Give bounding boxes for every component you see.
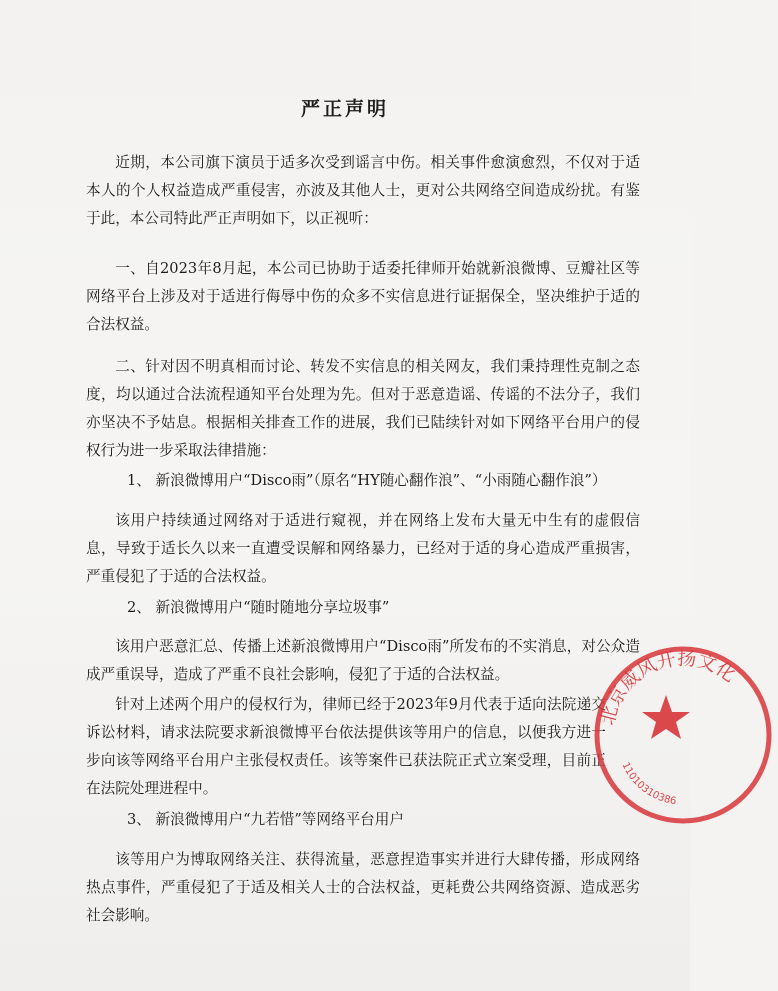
section-2-paragraph: 二、针对因不明真相而讨论、转发不实信息的相关网友，我们秉持理性克制之态度，均以通过合法流程通知平台处理为先。但对于恶意造谣、传谣的不法分子，我们亦坚决不予姑息。根据相关排查工作的进展，我们已陆续针对如下网络平台用户的侵权行为进一步采取法律措施：: [86, 358, 640, 459]
item-3-body: 该等用户为博取网络关注、获得流量，恶意捏造事实并进行大肆传播，形成网络热点事件，严重侵犯了于适及相关人士的合法权益，更耗费公共网络资源、造成恶劣社会影响。: [86, 851, 640, 924]
section-1-paragraph: 一、自2023年8月起，本公司已协助于适委托律师开始就新浪微博、豆瓣社区等网络平台上涉及对于适进行侮辱中伤的众多不实信息进行证据保全，坚决维护于适的合法权益。: [86, 260, 640, 333]
item-2-heading: 2、 新浪微博用户“随时随地分享垃圾事”: [127, 599, 390, 616]
item-1-heading: 1、 新浪微博用户“Disco雨”（原名“HY随心翻作浪”、“小雨随心翻作浪”）: [127, 472, 607, 489]
page-title: 严正声明: [300, 98, 389, 120]
item-3-heading: 3、 新浪微博用户“九若惜”等网络平台用户: [127, 811, 404, 828]
seal-text: 北京威风开扬文化: [596, 647, 740, 728]
intro-paragraph: 近期，本公司旗下演员于适多次受到谣言中伤。相关事件愈演愈烈，不仅对于适本人的个人权益造成严重侵害，亦波及其他人士，更对公共网络空间造成纷扰。有鉴于此，本公司特此严正声明如下，以正视听：: [86, 154, 640, 227]
item-1-body: 该用户持续通过网络对于适进行窥视，并在网络上发布大量无中生有的虚假信息，导致于适长久以来一直遭受误解和网络暴力，已经对于适的身心造成严重损害，严重侵犯了于适的合法权益。: [86, 512, 640, 585]
company-seal: [588, 640, 778, 830]
seal-star-icon: [642, 695, 690, 739]
item-2-body: 该用户恶意汇总、传播上述新浪微博用户“Disco雨”所发布的不实消息，对公众造成严重误导，造成了严重不良社会影响，侵犯了于适的合法权益。: [86, 638, 640, 683]
seal-number: 11010310386: [619, 760, 678, 808]
litigation-paragraph: 针对上述两个用户的侵权行为，律师已经于2023年9月代表于适向法院递交诉讼材料，请求法院要求新浪微博平台依法提供该等用户的信息，以便我方进一步向该等网络平台用户主张侵权责任。该等案件已获法院正式立案受理，目前正在法院处理进程中。: [86, 696, 606, 797]
